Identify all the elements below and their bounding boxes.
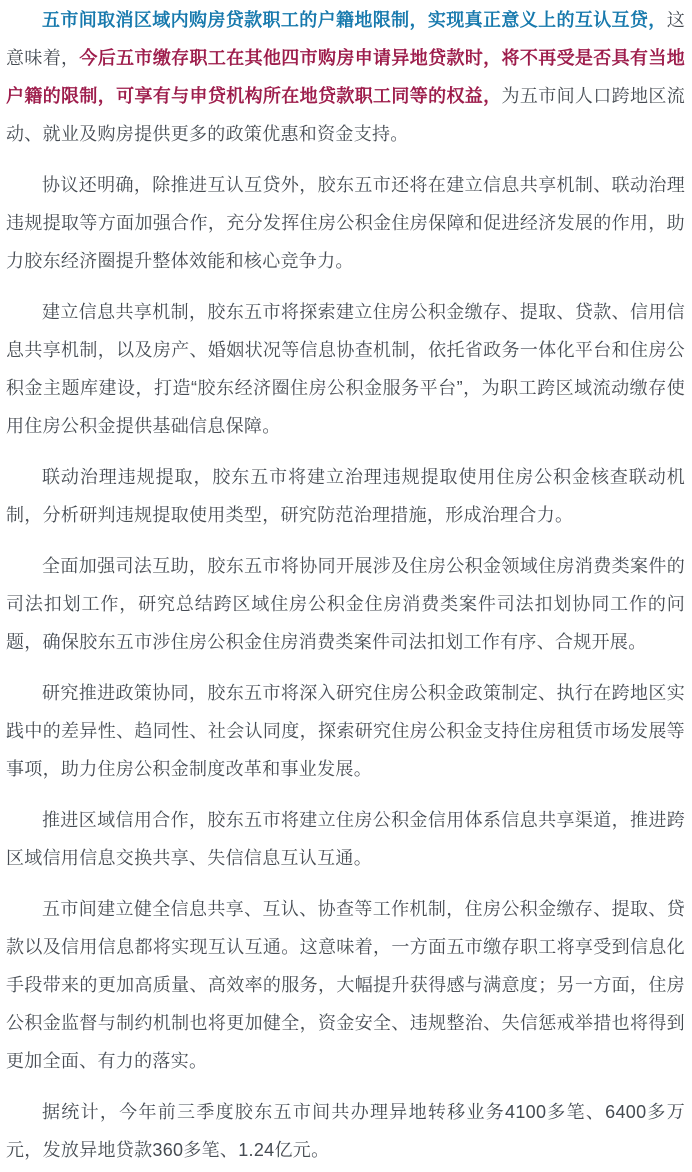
highlight-red-emphasis-sentence: 今后五市缴存职工在其他四市购房申请异地贷款时，将不再受是否具有当地户籍的限制，可享有与申贷机构所在地贷款职工同等的权益， bbox=[6, 48, 685, 106]
plain-text-run: 这意味着， bbox=[6, 10, 685, 68]
paragraph-info-sharing-mechanism: 建立信息共享机制，胶东五市将探索建立住房公积金缴存、提取、贷款、信用信息共享机制，以及房产、婚姻状况等信息协查机制，依托省政务一体化平台和住房公积金主题库建设，打造“胶东经济圈住房公积金服务平台”，为职工跨区域流动缴存使用住房公积金提供基础信息保障。 bbox=[6, 302, 685, 436]
paragraph-mutual-loan-policy bbox=[6, 1, 685, 153]
paragraph-statistics: 据统计，今年前三季度胶东五市间共办理异地转移业务4100多笔、6400多万元，发放异地贷款360多笔、1.24亿元。 bbox=[6, 1102, 685, 1160]
paragraph-policy-coordination: 研究推进政策协同，胶东五市将深入研究住房公积金政策制定、执行在跨地区实践中的差异性、趋同性、社会认同度，探索研究住房公积金支持住房租赁市场发展等事项，助力住房公积金制度改革和事业发展。 bbox=[6, 683, 685, 779]
plain-text-run: 为五市间人口跨地区流动、就业及购房提供更多的政策优惠和资金支持。 bbox=[6, 86, 685, 144]
paragraph-agreement-cooperation: 协议还明确，除推进互认互贷外，胶东五市还将在建立信息共享机制、联动治理违规提取等方面加强合作，充分发挥住房公积金住房保障和促进经济发展的作用，助力胶东经济圈提升整体效能和核心竞争力。 bbox=[6, 175, 685, 271]
highlight-blue-lead-sentence: 五市间取消区域内购房贷款职工的户籍地限制，实现真正意义上的互认互贷， bbox=[42, 10, 667, 30]
paragraph-mutual-recognition-benefits: 五市间建立健全信息共享、互认、协查等工作机制，住房公积金缴存、提取、贷款以及信用信息都将实现互认互通。这意味着，一方面五市缴存职工将享受到信息化手段带来的更加高质量、高效率的服务，大幅提升获得感与满意度；另一方面，住房公积金监督与制约机制也将更加健全，资金安全、违规整治、失信惩戒举措也将得到更加全面、有力的落实。 bbox=[6, 899, 685, 1071]
paragraph-regional-credit-cooperation: 推进区域信用合作，胶东五市将建立住房公积金信用体系信息共享渠道，推进跨区域信用信息交换共享、失信信息互认互通。 bbox=[6, 810, 685, 868]
paragraph-judicial-assistance: 全面加强司法互助，胶东五市将协同开展涉及住房公积金领域住房消费类案件的司法扣划工作，研究总结跨区域住房公积金住房消费类案件司法扣划协同工作的问题，确保胶东五市涉住房公积金住房消费类案件司法扣划工作有序、合规开展。 bbox=[6, 556, 685, 652]
paragraph-joint-governance: 联动治理违规提取，胶东五市将建立治理违规提取使用住房公积金核查联动机制，分析研判违规提取使用类型，研究防范治理措施，形成治理合力。 bbox=[6, 467, 685, 525]
